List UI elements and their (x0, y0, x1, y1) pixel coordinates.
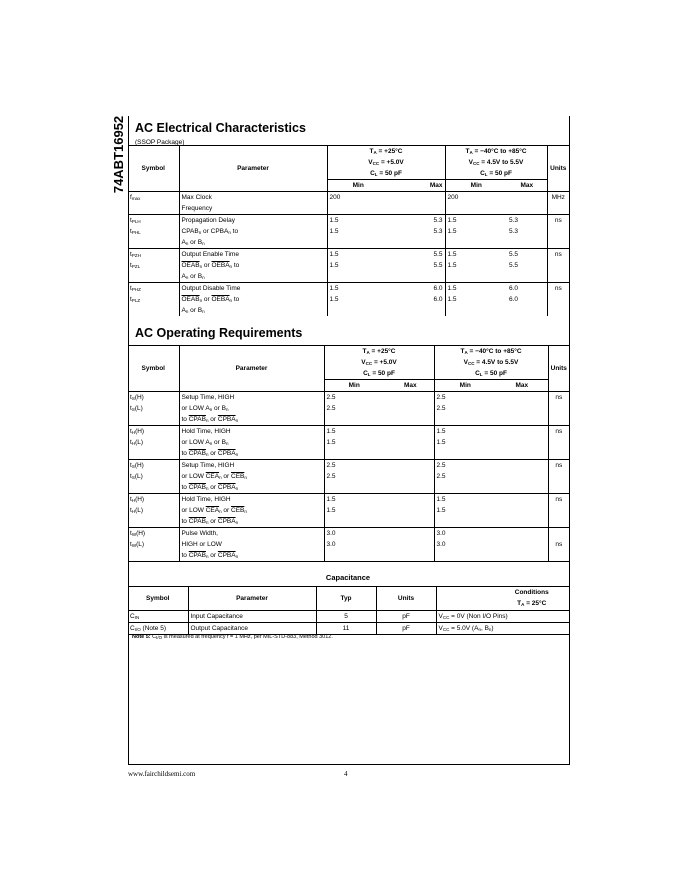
table-row: $t_{PLH}$ $t_{PHL}$ Propagation Delay $CPAB_n$ or $CPBA_n$ to $A_n$ or $B_n$ 1.5 1.5 5.3 5.3 1.5 1.5 5.3 5.3 ns (128, 215, 569, 249)
note-5: Note 5: $C_{I/O}$ is measured at frequency f = 1 MHz, per MIL-STD-883, Method 3012. (132, 634, 333, 640)
table-row: $t_H(H)$ $t_H(L)$ Hold Time, HIGH or LOW $\overline{CEA}_n$ or $\overline{CEB}_n$ to $CPAB_n$ or $CPBA_n$ 1.5 1.5 1.5 1.5 ns (128, 494, 569, 528)
ac-operating-table (128, 345, 569, 563)
table-row: $t_{PZH}$ $t_{PZL}$ Output Enable Time $OEAB_n$ or $OEBA_n$ to $A_n$ or $B_n$ 1.5 1.5 5.5 5.5 1.5 1.5 5.5 5.5 ns (128, 249, 569, 283)
table-row: $C_{I/O}$ (Note 5) Output Capacitance 11 pF $V_{CC} = 5.0V$ ($A_n$, $B_n$) (128, 623, 569, 635)
col-units: Units (547, 146, 569, 192)
ac-operating-title: AC Operating Requirements (135, 326, 303, 340)
cond-range: $T_A = -40^\circ C$ to +85°C $V_{CC} = 4.5V$ to 5.5V $C_L = 50$ pF (445, 146, 547, 180)
cond-25c: $T_A = +25^\circ C$ $V_{CC} = +5.0V$ $C_L = 50$ pF (327, 146, 445, 180)
col-min-2: Min (445, 180, 507, 192)
col-max-1: Max (389, 180, 445, 192)
ac-characteristics-table (128, 145, 569, 316)
ac-characteristics-title: AC Electrical Characteristics (135, 121, 306, 135)
cap-col-symbol: Symbol (146, 595, 170, 602)
table-row: $t_S(H)$ $t_S(L)$ Setup Time, HIGH or LOW $A_n$ or $B_n$ to $CPAB_n$ or $CPBA_n$ 2.5 2.5 2.5 2.5 ns (128, 392, 569, 426)
col-units: Units (548, 346, 569, 392)
col-parameter: Parameter (179, 146, 327, 192)
side-part-number: 74ABT16952 (111, 115, 127, 193)
col-min-1: Min (327, 180, 389, 192)
table-row: $t_W(H)$ $t_W(L)$ Pulse Width, HIGH or LOW to $CPAB_n$ or $CPBA_n$ 3.0 3.0 3.0 3.0 ns (128, 528, 569, 562)
col-min-2: Min (434, 380, 496, 392)
table-row: $C_{IN}$ Input Capacitance 5 pF $V_{CC} = 0V$ (Non I/O Pins) (128, 611, 569, 623)
page-number: 4 (344, 770, 348, 778)
cond-25c: $T_A = +25^\circ C$ $V_{CC} = +5.0V$ $C_L = 50$ pF (324, 346, 434, 380)
package-subtitle: (SSOP Package) (135, 139, 185, 146)
cap-col-conditions: Conditions $T_A = 25^\circ C$ (436, 587, 569, 611)
col-symbol: Symbol (141, 365, 165, 372)
col-max-1: Max (384, 380, 434, 392)
col-min-1: Min (324, 380, 384, 392)
col-max-2: Max (507, 180, 547, 192)
capacitance-table (128, 586, 569, 635)
cap-col-parameter: Parameter (188, 587, 316, 611)
cap-col-units: Units (376, 587, 436, 611)
table-row: $t_H(H)$ $t_H(L)$ Hold Time, HIGH or LOW $A_n$ or $B_n$ to $CPAB_n$ or $CPBA_n$ 1.5 1.5 1.5 1.5 ns (128, 426, 569, 460)
col-max-2: Max (496, 380, 548, 392)
col-symbol: Symbol (141, 165, 165, 172)
table-row: $f_{max}$ Max Clock Frequency 200 200 MHz (128, 192, 569, 215)
col-parameter: Parameter (179, 346, 324, 392)
footer-url[interactable]: www.fairchildsemi.com (128, 770, 196, 778)
cond-range: $T_A = -40^\circ C$ to +85°C $V_{CC} = 4.5V$ to 5.5V $C_L = 50$ pF (434, 346, 548, 380)
capacitance-title: Capacitance (325, 573, 371, 582)
table-row: $t_{PHZ}$ $t_{PLZ}$ Output Disable Time $OEAB_n$ or $OEBA_n$ to $A_n$ or $B_n$ 1.5 1.5 6.0 6.0 1.5 1.5 6.0 6.0 ns (128, 283, 569, 317)
footer-rule (128, 764, 569, 765)
cap-col-typ: Typ (316, 587, 376, 611)
table-row: $t_S(H)$ $t_S(L)$ Setup Time, HIGH or LOW $\overline{CEA}_n$ or $\overline{CEB}_n$ to $CPAB_n$ or $CPBA_n$ 2.5 2.5 2.5 2.5 ns (128, 460, 569, 494)
